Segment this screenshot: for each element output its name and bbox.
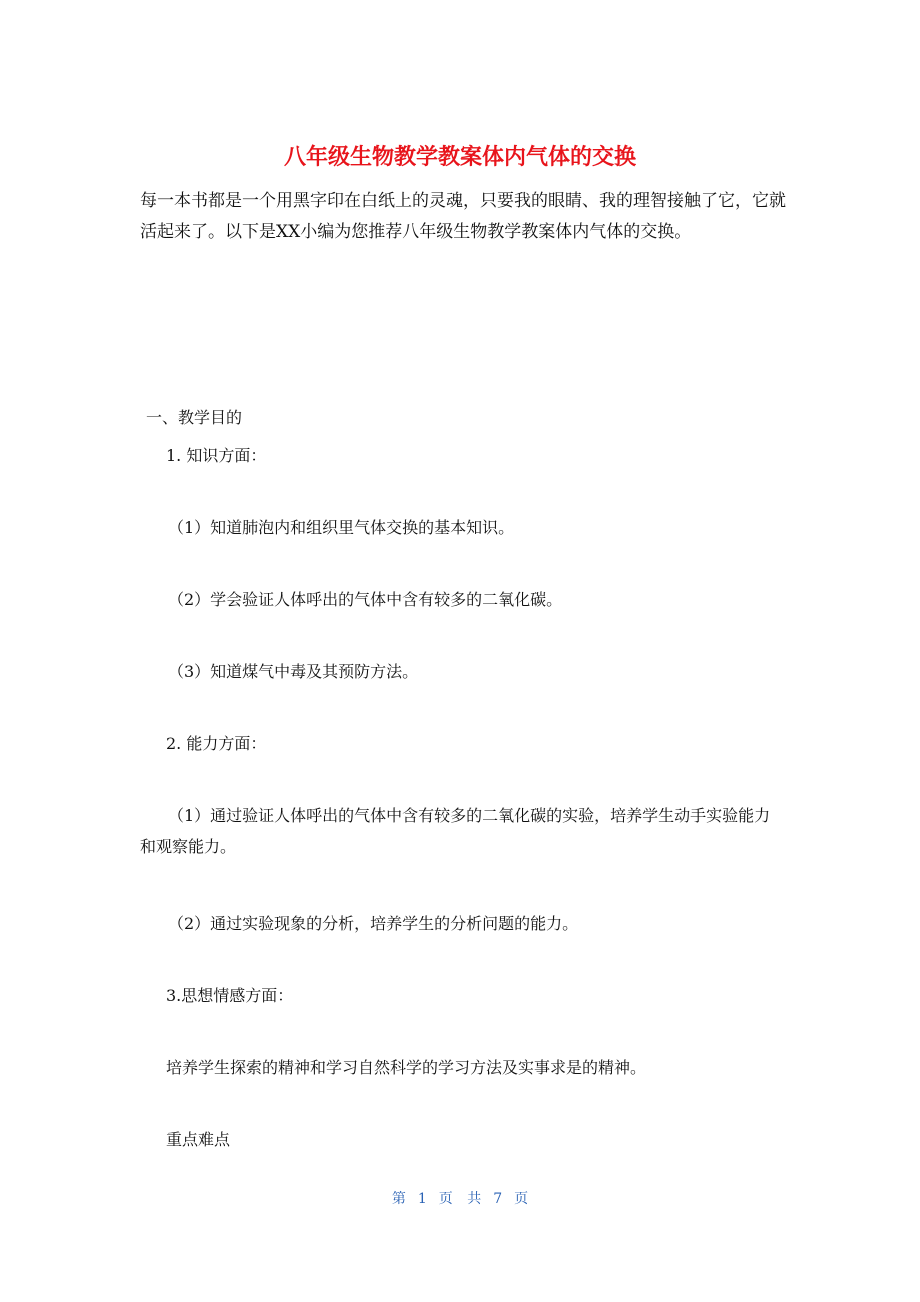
section-heading-objectives: 一、教学目的 [146,408,243,427]
document-title: 八年级生物教学教案体内气体的交换 [283,145,636,170]
intro-paragraph: 每一本书都是一个用黑字印在白纸上的灵魂，只要我的眼睛、我的理智接触了它，它就活起来了。以下是XX小编为您推荐八年级生物教学教案体内气体的交换。 [140,191,786,242]
section-heading-keypoints: 重点难点 [166,1130,231,1149]
knowledge-item-1: （1）知道肺泡内和组织里气体交换的基本知识。 [168,518,515,537]
ability-item-2: （2）通过实验现象的分析，培养学生的分析问题的能力。 [168,914,579,933]
subheading-ability: 2. 能力方面： [166,734,267,753]
footer-prefix: 第 [391,1191,406,1207]
subheading-emotion: 3.思想情感方面： [166,986,294,1005]
footer-total-pages: 7 [493,1191,503,1207]
knowledge-item-2: （2）学会验证人体呼出的气体中含有较多的二氧化碳。 [168,590,563,609]
emotion-item-1: 培养学生探索的精神和学习自然科学的学习方法及实事求是的精神。 [166,1058,647,1077]
subheading-knowledge: 1. 知识方面： [166,446,267,465]
page-footer [0,1188,920,1208]
footer-current-page: 1 [417,1191,427,1207]
footer-mid: 页 共 [438,1191,482,1207]
footer-suffix: 页 [514,1191,529,1207]
ability-item-1: （1）通过验证人体呼出的气体中含有较多的二氧化碳的实验，培养学生动手实验能力和观察能力。 [140,806,771,856]
knowledge-item-3: （3）知道煤气中毒及其预防方法。 [168,662,419,681]
